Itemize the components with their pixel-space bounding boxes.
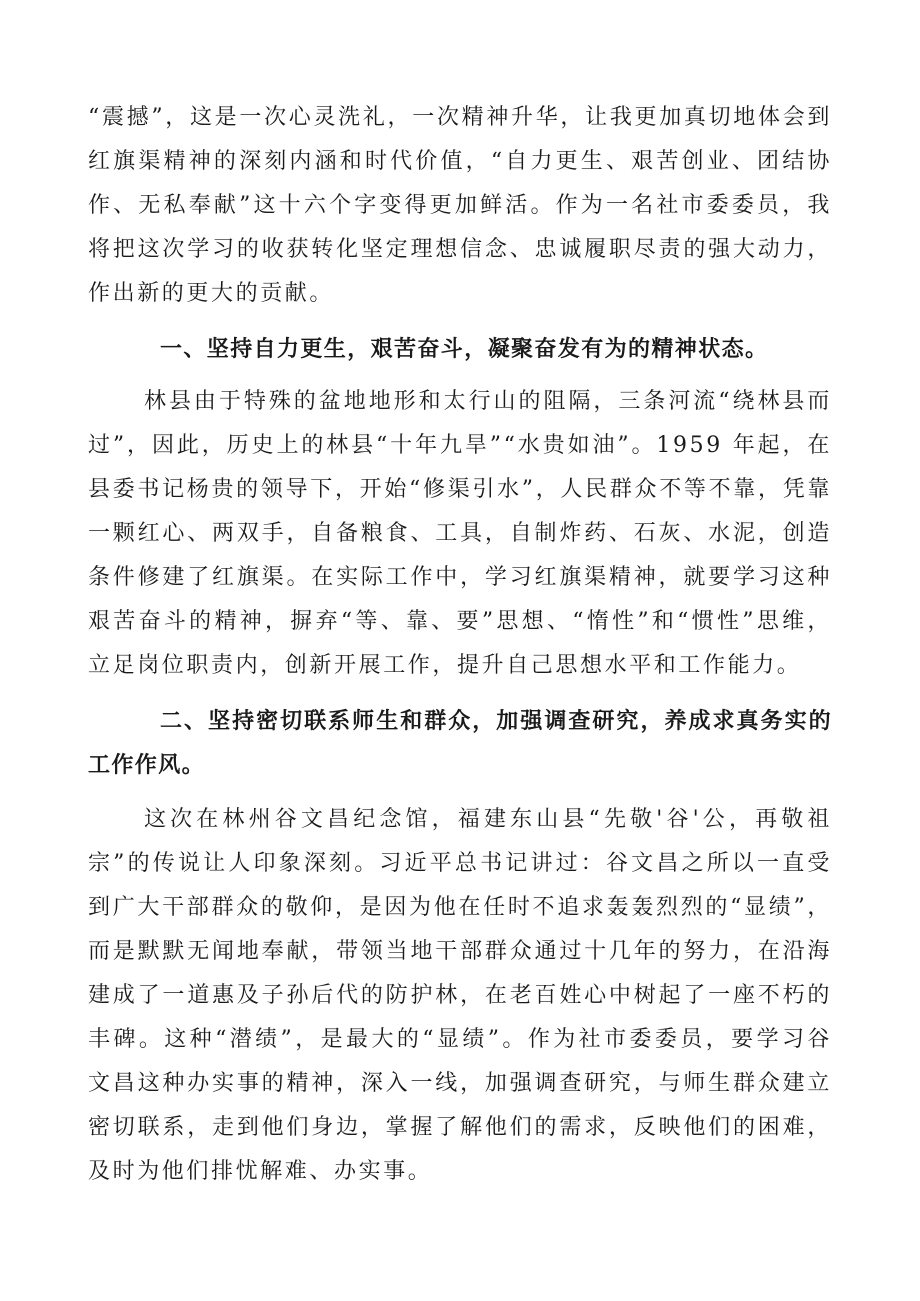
section-1-paragraph: 林县由于特殊的盆地地形和太行山的阻隔，三条河流“绕林县而过”，因此，历史上的林县“十年九旱”“水贵如油”。1959 年起，在县委书记杨贵的领导下，开始“修渠引水”，人民群众不等不靠，凭靠一颗红心、两双手，自备粮食、工具，自制炸药、石灰、水泥，创造条件修建了红旗渠。在实际工作中，学习红旗渠精神，就要学习这种艰苦奋斗的精神，摒弃“等、靠、要”思想、“惰性”和“惯性”思维，立足岗位职责内，创新开展工作，提升自己思想水平和工作能力。 <box>88 389 832 678</box>
document-body <box>88 96 832 1194</box>
section-2-paragraph: 这次在林州谷文昌纪念馆，福建东山县“先敬'谷'公，再敬祖宗”的传说让人印象深刻。习近平总书记讲过：谷文昌之所以一直受到广大干部群众的敬仰，是因为他在任时不追求轰轰烈烈的“显绩”，而是默默无闻地奉献，带领当地干部群众通过十几年的努力，在沿海建成了一道惠及子孙后代的防护林，在老百姓心中树起了一座不朽的丰碑。这种“潜绩”，是最大的“显绩”。作为社市委委员，要学习谷文昌这种办实事的精神，深入一线，加强调查研究，与师生群众建立密切联系，走到他们身边，掌握了解他们的需求，反映他们的困难，及时为他们排忧解难、办实事。 <box>88 807 832 1184</box>
section-1-heading: 一、坚持自力更生，艰苦奋斗，凝聚奋发有为的精神状态。 <box>160 337 769 362</box>
intro-paragraph: “震撼”，这是一次心灵洗礼，一次精神升华，让我更加真切地体会到红旗渠精神的深刻内涵和时代价值，“自力更生、艰苦创业、团结协作、无私奉献”这十六个字变得更加鲜活。作为一名社市委委员，我将把这次学习的收获转化坚定理想信念、忠诚履职尽责的强大动力，作出新的更大的贡献。 <box>88 105 832 306</box>
section-2-heading: 二、坚持密切联系师生和群众，加强调查研究，养成求真务实的工作作风。 <box>88 709 832 778</box>
